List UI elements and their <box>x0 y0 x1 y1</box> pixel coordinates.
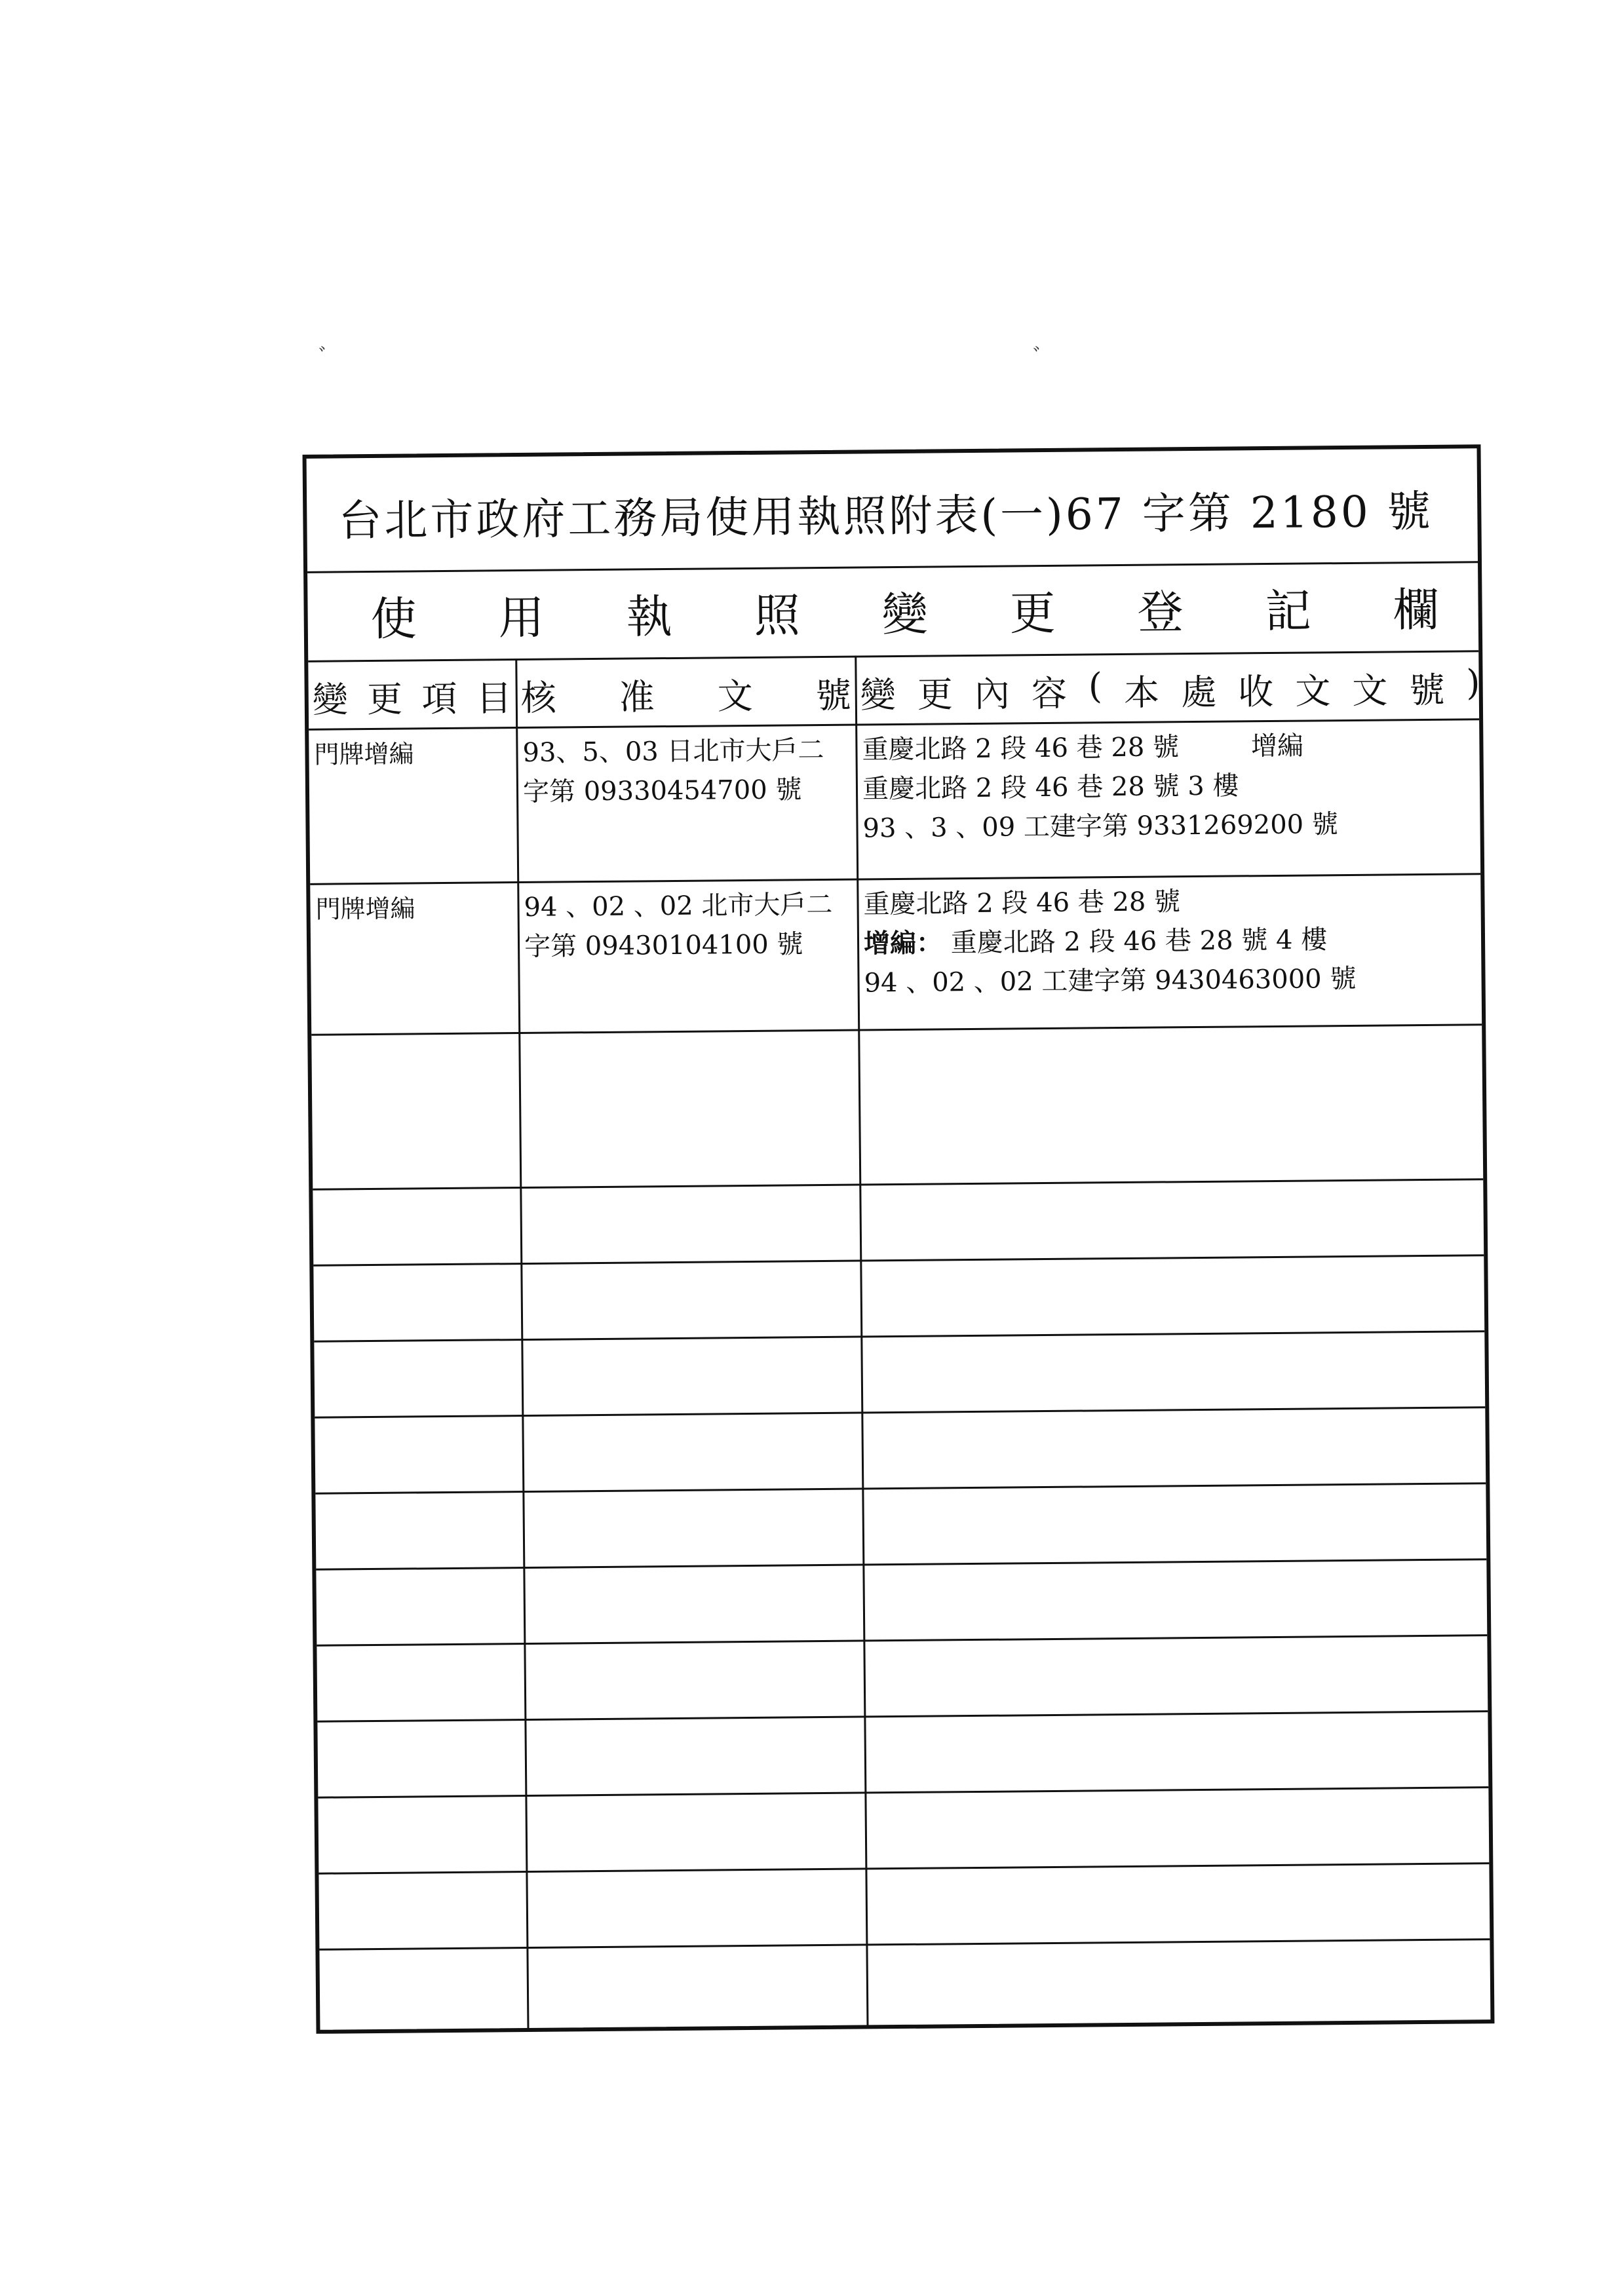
header-approval-number: 核 准 文 號 <box>520 674 852 719</box>
table-row <box>315 1482 1486 1571</box>
tag-addition: 增編： <box>863 928 943 959</box>
table-row <box>317 1634 1488 1723</box>
table-row <box>319 1938 1490 2030</box>
change-item: 門牌增編 <box>315 894 415 924</box>
change-item: 門牌增編 <box>314 739 414 769</box>
subtitle-char: 登 <box>1137 584 1184 640</box>
scan-mark-right: ﾞ <box>1033 345 1044 371</box>
column-header-row <box>308 650 1479 731</box>
subtitle-char: 更 <box>1009 586 1056 640</box>
change-content: 重慶北路 2 段 46 巷 28 號 增編： 重慶北路 2 段 46 巷 28 號 4 樓 94 、02 、02 工建字第 9430463000 號 <box>863 887 1357 999</box>
form-title: 台北市政府工務局使用執照附表(一)67 字第 2180 號 <box>338 486 1434 546</box>
header-change-content: 變 更 內 容 ( 本 處 收 文 文 號 ) <box>860 662 1480 716</box>
scan-mark-left: ﾞ <box>318 345 330 371</box>
change-content: 重慶北路 2 段 46 巷 28 號 增編 重慶北路 2 段 46 巷 28 號 3 樓 93 、3 、09 工建字第 9331269200 號 <box>862 731 1339 844</box>
table-row <box>313 1178 1484 1267</box>
approval-number: 94 、02 、02 北市大戶二 字第 09430104100 號 <box>524 889 833 962</box>
approval-number: 93、5、03 日北市大戶二 字第 09330454700 號 <box>522 735 824 807</box>
table-row <box>309 718 1480 885</box>
table-row <box>318 1862 1490 1951</box>
table-row <box>316 1558 1487 1647</box>
table-row <box>311 1024 1483 1191</box>
table-row <box>318 1786 1489 1875</box>
header-change-item: 變 更 項 目 <box>312 678 512 721</box>
subtitle-char: 照 <box>754 588 801 643</box>
form-subtitle <box>307 573 1478 649</box>
table-row <box>315 1406 1486 1495</box>
subtitle-char: 欄 <box>1393 583 1440 637</box>
form-title-row <box>307 448 1478 573</box>
tag-addition: 增編 <box>1250 731 1304 762</box>
subtitle-char: 用 <box>498 590 545 645</box>
table-row <box>310 873 1482 1036</box>
subtitle-char: 執 <box>626 589 673 644</box>
form-subtitle-row <box>307 561 1478 662</box>
table-row <box>313 1254 1484 1343</box>
table-row <box>314 1330 1485 1419</box>
subtitle-char: 變 <box>881 587 929 641</box>
license-change-form <box>303 444 1495 2034</box>
subtitle-char: 使 <box>370 591 417 646</box>
table-row <box>317 1710 1488 1799</box>
subtitle-char: 記 <box>1265 583 1312 638</box>
